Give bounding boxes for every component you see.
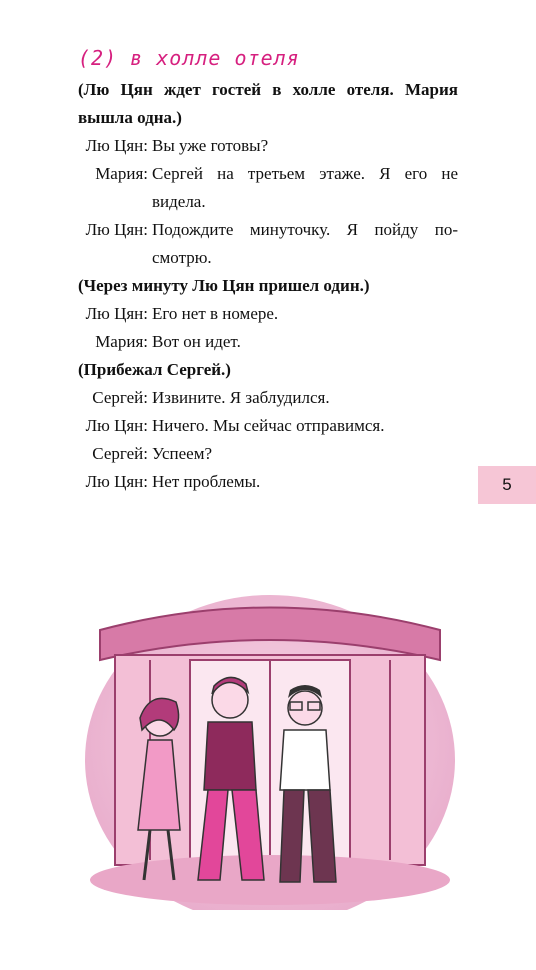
speaker-label: Мария:	[95, 164, 148, 183]
speaker-label: Лю Цян:	[85, 472, 148, 491]
utterance: Успеем?	[152, 444, 213, 463]
utterance-continued: видела.	[152, 192, 206, 211]
utterance: Сергей на третьем этаже. Я его не	[152, 164, 458, 183]
intro-line-2: вышла одна.)	[78, 108, 182, 127]
speaker-label: Лю Цян:	[85, 416, 148, 435]
stage-note: (Через минуту Лю Цян пришел один.)	[78, 276, 370, 295]
speaker-label: Сергей:	[92, 444, 148, 463]
speaker-label: Лю Цян:	[85, 136, 148, 155]
section-title: (2) в холле отеля	[78, 46, 300, 70]
page-number-tab	[478, 466, 536, 504]
intro-line-1: (Лю Цян ждет гостей в холле отеля. Мария	[78, 80, 458, 99]
speaker-label: Мария:	[95, 332, 148, 351]
utterance: Его нет в номере.	[152, 304, 279, 323]
speaker-label: Сергей:	[92, 388, 148, 407]
hotel-lobby-illustration	[80, 590, 460, 910]
utterance: Вы уже готовы?	[152, 136, 269, 155]
utterance-continued: смотрю.	[152, 248, 212, 267]
speaker-label: Лю Цян:	[85, 304, 148, 323]
utterance: Вот он идет.	[152, 332, 241, 351]
utterance: Ничего. Мы сейчас отправимся.	[152, 416, 385, 435]
speaker-label: Лю Цян:	[85, 220, 148, 239]
page-number: 5	[502, 475, 512, 494]
stage-note: (Прибежал Сергей.)	[78, 360, 231, 379]
utterance: Нет проблемы.	[152, 472, 261, 491]
utterance: Подождите минуточку. Я пойду по-	[152, 220, 458, 239]
utterance: Извините. Я заблудился.	[152, 388, 330, 407]
